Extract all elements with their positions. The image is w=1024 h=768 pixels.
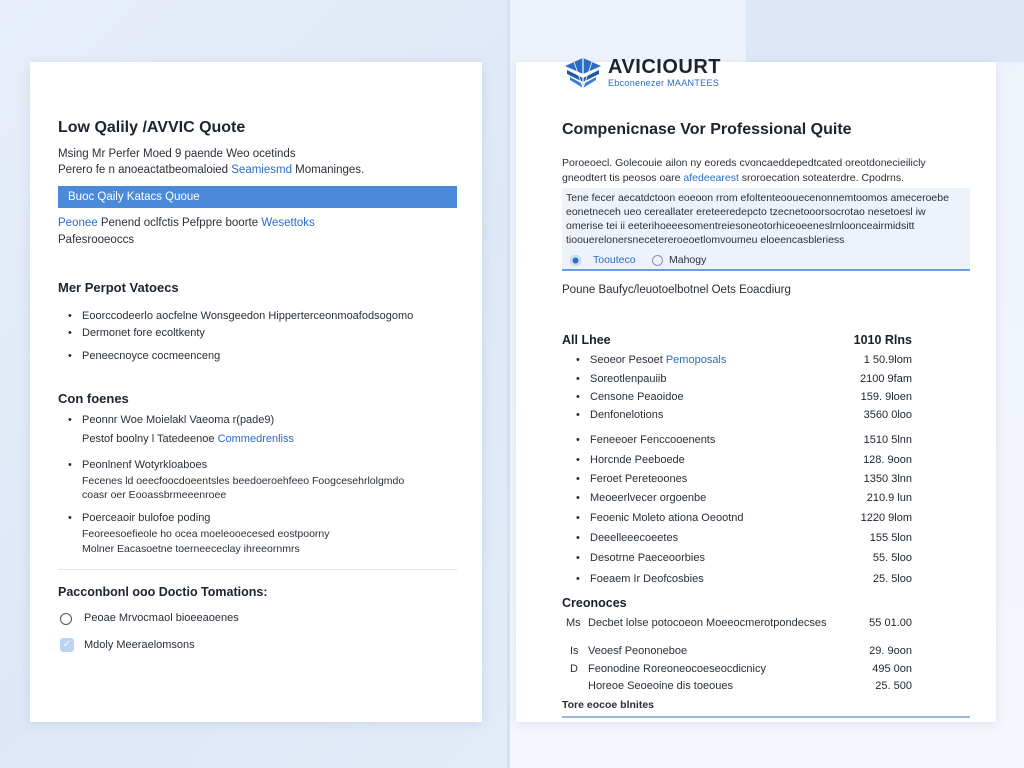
page-title: Low Qalily /AVVIC Quote bbox=[58, 119, 246, 136]
table-row-link[interactable]: Pemoposals bbox=[665, 354, 727, 366]
row-amount: 128. 9oon bbox=[863, 454, 912, 466]
logo-icon bbox=[562, 52, 604, 94]
row-amount: 1 50.9lom bbox=[863, 354, 912, 366]
table-header-label: All Lhee bbox=[562, 333, 611, 347]
table-row: • Censone Peaoidoe bbox=[590, 391, 684, 403]
divider bbox=[507, 0, 510, 768]
page-title: Compenicnase Vor Professional Quite bbox=[562, 121, 852, 138]
list-item: • Poerceaoir bulofoe poding bbox=[82, 512, 210, 524]
credit-amount: 29. 9oon bbox=[869, 645, 912, 657]
section-heading: Creonoces bbox=[562, 596, 627, 610]
callout-line: tioouerelonersnecetereroeoetlomvoumeu eloeencasbleriess bbox=[566, 234, 845, 246]
list-item: • Eoorccodeerlo aocfelne Wonsgeedon Hipperterceonmoafodsogomo bbox=[82, 310, 413, 322]
professional-quote-card bbox=[516, 56, 996, 722]
table-row: • Seoeor Pesoet Pemoposals bbox=[590, 354, 726, 366]
list-item-sub: coasr oer Eooassbrmeeenroee bbox=[82, 489, 227, 501]
divider-line bbox=[58, 569, 457, 570]
list-item-sub: Feoreesoefieole ho ocea moeleooecesed eostpoorny bbox=[82, 528, 330, 540]
low-quality-quote-card bbox=[30, 62, 482, 722]
row-amount: 1220 9lom bbox=[860, 512, 912, 524]
credit-amount: 495 0on bbox=[872, 663, 912, 675]
list-item: • Peonnr Woe Moielakl Vaeoma r(pade9) bbox=[82, 414, 274, 426]
link-line: Peonee Penend oclfctis Pefppre boorte Wesettoks bbox=[58, 217, 315, 229]
radio-selected[interactable] bbox=[570, 255, 581, 266]
option-radio[interactable] bbox=[60, 613, 72, 625]
section-heading: Con foenes bbox=[58, 391, 129, 406]
list-item: • Peonlnenf Wotyrkloaboes bbox=[82, 459, 207, 471]
list-item-link[interactable]: Commedrenliss bbox=[217, 433, 294, 445]
credit-prefix: Ms bbox=[566, 617, 581, 629]
table-row: • Feneeoer Fenccooenents bbox=[590, 434, 715, 446]
row-amount: 25. 5loo bbox=[872, 573, 912, 585]
credit-sub: Horeoe Seoeoine dis toeoues bbox=[588, 680, 733, 692]
option-label: Mdoly Meeraelomsons bbox=[84, 639, 195, 651]
list-item: • Peneecnoyce cocmeenceng bbox=[82, 350, 220, 362]
table-row: • Meoeerlvecer orgoenbe bbox=[590, 492, 706, 504]
credit-prefix: D bbox=[570, 663, 578, 675]
table-row: • Horcnde Peeboede bbox=[590, 454, 685, 466]
details-link[interactable]: Poune Baufyc/leuotoelbotnel Oets Eoacdiurg bbox=[562, 284, 791, 296]
credit-amount: 25. 500 bbox=[875, 680, 912, 692]
row-amount: 1510 5lnn bbox=[863, 434, 912, 446]
link-line-2: Pafesrooeoccs bbox=[58, 234, 135, 246]
radio-label: Mahogy bbox=[669, 254, 707, 266]
divider-line bbox=[562, 716, 970, 718]
row-amount: 159. 9loen bbox=[860, 391, 912, 403]
intro-line-2: gneodtert tis peosos oare afedeearest sroroecation soteaterdre. Cpodrns. bbox=[562, 172, 905, 184]
intro-line-2: Perero fe n anoeactatbeomaloied Seamiesmd Momaninges. bbox=[58, 164, 365, 176]
list-item-sub: Fecenes ld oeecfoocdoeentsles beedoeroehfeeo Foogcesehrlolgmdo bbox=[82, 475, 405, 487]
link-line-end[interactable]: Wesettoks bbox=[261, 217, 315, 229]
list-item-sub: Pestof boolny l Tatedeenoe Commedrenliss bbox=[82, 433, 294, 445]
credit-amount: 55 01.00 bbox=[869, 617, 912, 629]
intro-line-1: Msing Mr Perfer Moed 9 paende Weo ocetinds bbox=[58, 148, 296, 160]
credit-label: Veoesf Peononeboe bbox=[588, 645, 688, 657]
row-amount: 3560 0loo bbox=[863, 409, 912, 421]
callout-line: omerise tei ii eeterihoeeesomentreiesoneotorhiceoeeneslrnloonceairmidsitt bbox=[566, 220, 915, 232]
section-heading: Pacconbonl ooo Doctio Tomations: bbox=[58, 585, 268, 599]
table-row: • Foeaem Ir Deofcosbies bbox=[590, 573, 704, 585]
credit-label: Feonodine Roreoneocoeseocdicnicy bbox=[588, 663, 766, 675]
row-amount: 55. 5loo bbox=[872, 552, 912, 564]
intro-line-1: Poroeoecl. Golecouie ailon ny eoreds cvoncaeddepedtcated oreotdonecieilicly bbox=[562, 157, 926, 169]
radio-label: Toouteco bbox=[593, 254, 636, 266]
logo-tagline: Ebconenezer MAANTEES bbox=[608, 78, 720, 88]
row-amount: 1350 3lnn bbox=[863, 473, 912, 485]
table-row: • Soreotlenpauiib bbox=[590, 373, 666, 385]
table-row: • Denfonelotions bbox=[590, 409, 663, 421]
credit-label: Decbet lolse potocoeon Moeeocmerotpondecses bbox=[588, 617, 827, 629]
credit-prefix: Is bbox=[570, 645, 579, 657]
row-amount: 210.9 lun bbox=[866, 492, 912, 504]
table-row: • Desotrne Paeceoorbies bbox=[590, 552, 705, 564]
table-row: • Feroet Pereteoones bbox=[590, 473, 687, 485]
callout-line: eonetneceh ueo cereallater ereteeredepcto tzecnetooorsocrotao nesetoesl iw bbox=[566, 206, 926, 218]
logo-wordmark: AVICIOURT bbox=[608, 56, 722, 78]
callout-line: Tene fecer aecatdctoon eoeoon rrom efoltenteoouecenonnemtoomos ameceroebe bbox=[566, 192, 949, 204]
row-amount: 155 5lon bbox=[869, 532, 912, 544]
table-row: • Deeelleeecoeetes bbox=[590, 532, 678, 544]
table-header-amount: 1010 Rlns bbox=[853, 333, 912, 347]
table-row: • Feoenic Moleto ationa Oeootnd bbox=[590, 512, 744, 524]
right-background-accent bbox=[746, 0, 1024, 62]
quality-bar[interactable]: Buoc Qaily Katacs Quoue bbox=[58, 186, 457, 208]
option-label: Peoae Mrvocmaol bioeeaoenes bbox=[84, 612, 239, 624]
link-line-start[interactable]: Peonee bbox=[58, 217, 101, 229]
list-item-continuation: • Dermonet fore ecoltkenty bbox=[82, 327, 205, 339]
option-checkbox[interactable]: ✓ bbox=[60, 638, 74, 652]
radio-unselected[interactable] bbox=[652, 255, 663, 266]
list-item-sub: Molner Eacasoetne toerneececlay ihreeornmrs bbox=[82, 543, 300, 555]
intro-link[interactable]: Seamiesmd bbox=[231, 164, 292, 176]
row-amount: 2100 9fam bbox=[860, 373, 912, 385]
footer-link[interactable]: Tore eocoe blnites bbox=[562, 699, 654, 711]
intro-link[interactable]: afedeearest bbox=[683, 172, 739, 184]
section-heading: Mer Perpot Vatoecs bbox=[58, 280, 179, 295]
